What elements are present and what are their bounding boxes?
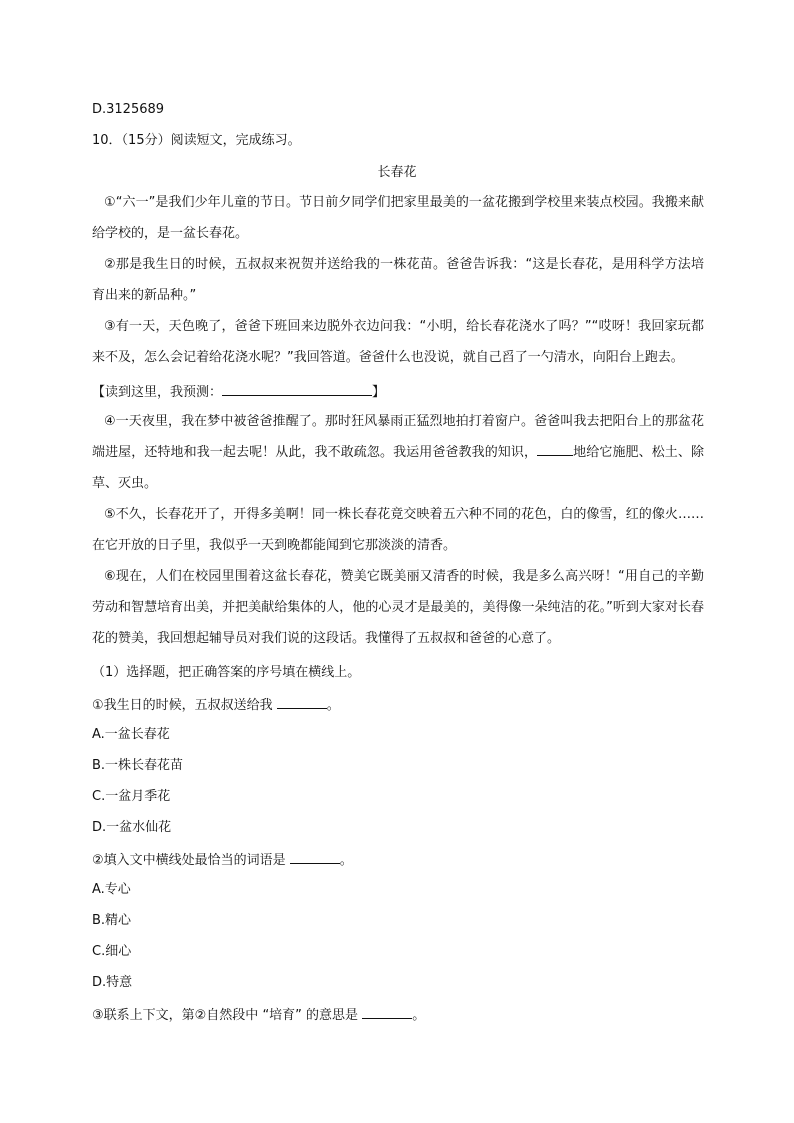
q1-option-a: A.一盆长春花 [92,727,170,742]
paragraph-1: ①“六一”是我们少年儿童的节日。节日前夕同学们把家里最美的一盆花搬到学校里来装点校园。我搬来献给学校的，是一盆长春花。 [92,195,704,241]
q1-option-d: D.一盆水仙花 [92,820,172,835]
prediction-prefix: 【读到这里，我预测： [92,385,223,400]
q2-option-b: B.精心 [92,913,132,928]
paragraph-4 [92,406,704,499]
paragraph-4-blank[interactable] [537,442,573,456]
prediction-blank[interactable] [222,382,372,396]
q2-stem: ②填入文中横线处最恰当的词语是 [92,853,286,868]
q1-option-c: C.一盆月季花 [92,789,171,804]
prediction-suffix: 】 [372,385,386,400]
q2-option-a: A.专心 [92,882,131,897]
paragraph-2: ②那是我生日的时候，五叔叔来祝贺并送给我的一株花苗。爸爸告诉我：“这是长春花，是用科学方法培育出来的新品种。” [92,257,704,303]
q3-stem: ③联系上下文，第②自然段中 “培育” 的意思是 [92,1008,359,1023]
paragraph-5: ⑤不久，长春花开了，开得多美啊！同一株长春花竟交映着五六种不同的花色，白的像雪，红的像火……在它开放的日子里，我似乎一天到晚都能闻到它那淡淡的清香。 [92,507,704,553]
q2-option-d: D.特意 [92,975,133,990]
previous-option-d: D.3125689 [92,102,165,117]
paragraph-4-before: ④一天夜里，我在梦中被爸爸推醒了。那时狂风暴雨正猛烈地拍打着窗户。爸爸叫我去把阳台上的那盆花端进屋，还特地和我一起去呢！从此，我不敢疏忽。我运用爸爸教我的知识， [92,414,704,460]
q3-end: 。 [412,1008,426,1023]
q1-end: 。 [326,698,340,713]
q1-option-b: B.一株长春花苗 [92,758,184,773]
q1-answer-blank[interactable] [277,695,327,709]
sub-question-1-label: （1）选择题，把正确答案的序号填在横线上。 [92,665,361,680]
q3-answer-blank[interactable] [362,1005,412,1019]
q2-answer-blank[interactable] [290,850,340,864]
q2-end: 。 [339,853,353,868]
paragraph-4-after: 地给它施肥、松土、除草、灭虫。 [92,445,704,491]
paragraph-6: ⑥现在，人们在校园里围着这盆长春花，赞美它既美丽又清香的时候，我是多么高兴呀！“用自己的辛勤劳动和智慧培育出美，并把美献给集体的人，他的心灵才是最美的，美得像一朵纯洁的花。”听到大家对长春花的赞美，我回想起辅导员对我们说的这段话。我懂得了五叔叔和爸爸的心意了。 [92,569,704,646]
q2-option-c: C.细心 [92,944,132,959]
passage-title: 长春花 [377,165,417,180]
q3-stem-line [92,1005,425,1025]
question-header: 10．（15分）阅读短文，完成练习。 [92,133,301,148]
paragraph-3: ③有一天，天色晚了，爸爸下班回来边脱外衣边问我：“小明，给长春花浇水了吗？”“哎呀！我回家玩都来不及，怎么会记着给花浇水呢？”我回答道。爸爸什么也没说，就自己舀了一勺清水，向阳台上跑去。 [92,319,704,365]
q1-stem: ①我生日的时候，五叔叔送给我 [92,698,273,713]
q2-stem-line [92,850,353,870]
prediction-line [92,382,385,402]
q1-stem-line [92,695,340,715]
